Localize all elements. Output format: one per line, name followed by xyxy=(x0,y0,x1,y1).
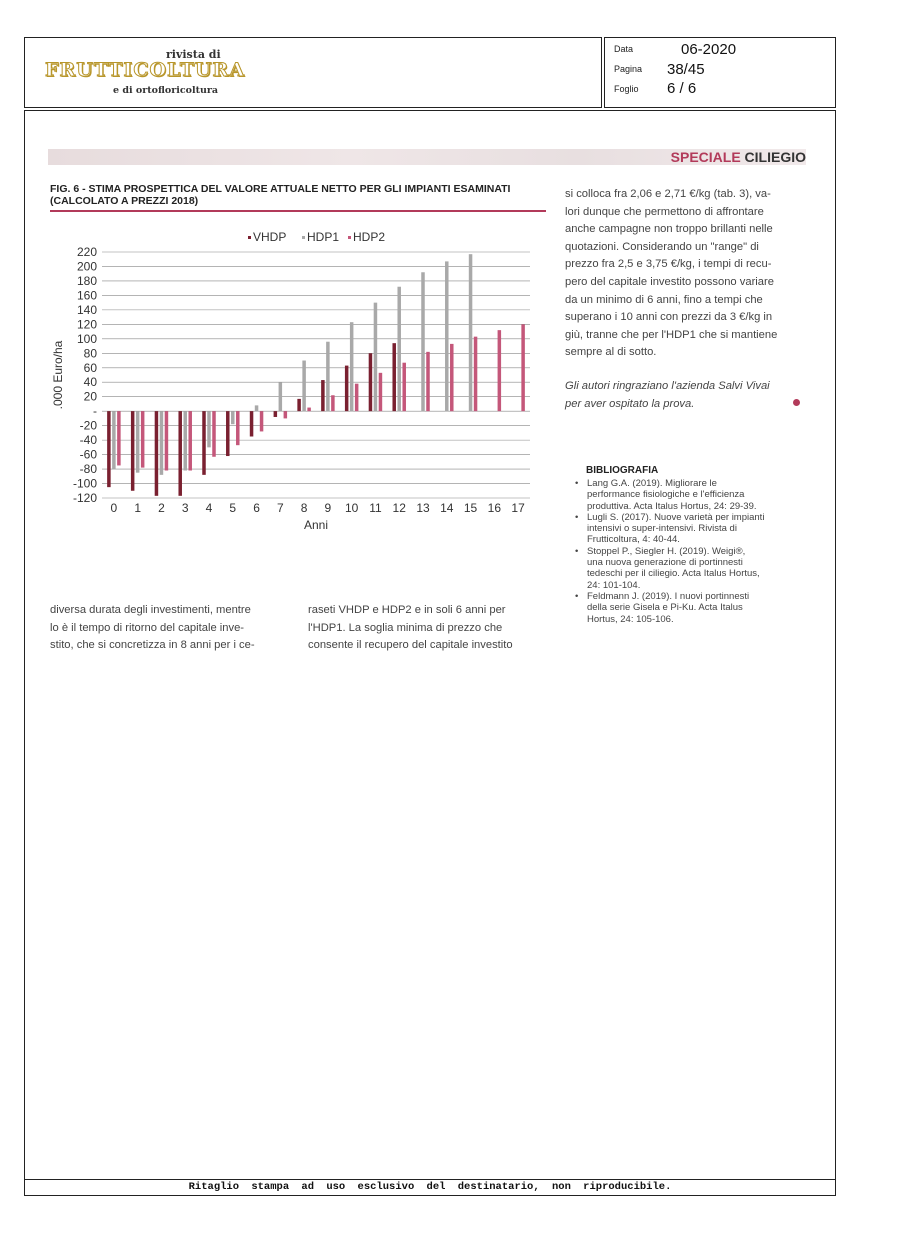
bar-hdp2 xyxy=(117,411,121,465)
bar-hdp2 xyxy=(379,373,383,411)
bar-hdp2 xyxy=(212,411,216,457)
bar-hdp1 xyxy=(255,405,258,411)
bar-hdp1 xyxy=(469,254,473,411)
date-label: Data xyxy=(614,44,634,54)
y-tick-label: 40 xyxy=(83,375,97,390)
legend-swatch xyxy=(348,236,351,239)
figure-title-line1: FIG. 6 - STIMA PROSPETTICA DEL VALORE ATTUALE NETTO PER GLI IMPIANTI ESAMINATI xyxy=(50,183,511,195)
bibliography-item xyxy=(575,478,805,512)
body-line: superano i 10 anni con prezzi da 3 €/kg in xyxy=(565,311,773,324)
x-axis-label: Anni xyxy=(303,518,329,532)
bib-line: una nuova generazione di portinnesti xyxy=(587,557,743,569)
bar-hdp1 xyxy=(397,287,401,411)
legend-label: VHDP xyxy=(253,230,287,244)
y-tick-label: 180 xyxy=(76,273,97,288)
footer-rule xyxy=(24,1179,836,1180)
body-col-mid xyxy=(308,602,546,655)
x-tick-label: 4 xyxy=(205,501,213,515)
x-tick-label: 7 xyxy=(276,501,284,515)
bar-hdp2 xyxy=(284,411,288,418)
legend-swatch xyxy=(248,236,251,239)
bar-hdp1 xyxy=(112,411,116,469)
bib-line: intensivi o super-intensivi. Rivista di xyxy=(587,523,737,535)
bar-vhdp xyxy=(107,411,111,487)
sheet-value: 6 / 6 xyxy=(667,80,697,97)
npv-bar-chart xyxy=(40,218,550,538)
bar-hdp2 xyxy=(260,411,264,431)
bib-line: • Stoppel P., Siegler H. (2019). Weigi®, xyxy=(587,545,746,557)
bib-line: • Lang G.A. (2019). Migliorare le xyxy=(587,478,717,489)
y-tick-label: -20 xyxy=(79,418,97,433)
date-value: 06-2020 xyxy=(681,41,737,58)
bib-line: 24: 101-104. xyxy=(587,579,641,591)
bar-hdp1 xyxy=(136,411,140,473)
section-title-part2: CILIEGIO xyxy=(744,149,806,165)
bar-vhdp xyxy=(178,411,182,496)
bib-line: performance fisiologiche e l'efficienza xyxy=(587,489,745,501)
x-tick-label: 11 xyxy=(369,501,382,515)
bar-hdp2 xyxy=(402,363,406,411)
sheet-label: Foglio xyxy=(614,84,639,94)
y-tick-label: -80 xyxy=(79,462,97,477)
page-value: 38/45 xyxy=(667,61,705,78)
x-tick-label: 8 xyxy=(300,501,308,515)
x-tick-label: 13 xyxy=(416,501,430,515)
end-mark-icon xyxy=(793,399,800,406)
y-tick-label: 80 xyxy=(83,346,97,361)
x-tick-label: 1 xyxy=(134,501,142,515)
x-tick-label: 15 xyxy=(463,501,478,515)
bar-vhdp xyxy=(369,353,373,411)
y-tick-label: 200 xyxy=(76,259,97,274)
section-title xyxy=(671,149,806,165)
body-line: diversa durata degli investimenti, mentre xyxy=(50,604,251,616)
footer-notice: Ritaglio stampa ad uso esclusivo del destinatario, non riproducibile. xyxy=(188,1181,672,1193)
bar-hdp1 xyxy=(302,361,306,412)
bar-vhdp xyxy=(155,411,159,496)
bar-vhdp xyxy=(274,411,278,417)
bar-hdp1 xyxy=(183,411,187,470)
x-tick-label: 16 xyxy=(487,501,502,515)
x-tick-label: 10 xyxy=(344,501,359,515)
bar-hdp2 xyxy=(450,344,454,411)
x-tick-label: 2 xyxy=(158,501,165,515)
bar-hdp2 xyxy=(141,411,145,467)
bar-vhdp xyxy=(345,366,349,412)
bar-vhdp xyxy=(202,411,206,475)
body-col-left xyxy=(50,602,288,655)
y-tick-label: - xyxy=(93,404,97,419)
x-tick-label: 3 xyxy=(181,501,189,515)
bar-hdp2 xyxy=(474,337,478,412)
bar-hdp2 xyxy=(426,352,430,411)
bar-hdp1 xyxy=(231,411,235,424)
bar-vhdp xyxy=(250,411,254,436)
body-line: giù, tranne che per l'HDP1 che si mantiene xyxy=(565,328,778,341)
x-tick-label: 12 xyxy=(392,501,406,515)
bib-line: produttiva. Acta Italus Hortus, 24: 29-39. xyxy=(587,500,757,512)
y-tick-label: -40 xyxy=(79,433,97,448)
bar-hdp2 xyxy=(307,408,311,412)
masthead-logo: FRUTTICOLTURA xyxy=(45,59,246,81)
bib-line: della serie Gisela e Pi-Ku. Acta Italus xyxy=(587,602,743,614)
bar-hdp1 xyxy=(421,272,425,411)
body-line: lori dunque che permettono di affrontare xyxy=(565,205,764,218)
y-tick-label: 20 xyxy=(83,389,97,404)
bar-hdp1 xyxy=(350,322,354,411)
y-tick-label: -60 xyxy=(79,447,97,462)
body-line: pero del capitale investito possono variare xyxy=(565,275,774,288)
bib-line: Frutticoltura, 4: 40-44. xyxy=(587,534,680,546)
body-line: sempre al di sotto. xyxy=(565,346,657,359)
bar-vhdp xyxy=(226,411,230,456)
body-line: l'HDP1. La soglia minima di prezzo che xyxy=(308,621,503,634)
bar-hdp1 xyxy=(374,303,378,412)
bar-hdp2 xyxy=(355,384,359,411)
bib-line: • Feldmann J. (2019). I nuovi portinnesti xyxy=(587,590,750,602)
bar-hdp2 xyxy=(498,330,502,411)
y-tick-label: -120 xyxy=(72,491,97,505)
body-line: anche campagne non troppo brillanti nelle xyxy=(565,223,773,236)
bibliography-heading: BIBLIOGRAFIA xyxy=(586,465,659,476)
body-line: prezzo fra 2,5 e 3,75 €/kg, i tempi di recu- xyxy=(565,258,772,271)
bar-hdp2 xyxy=(236,411,240,445)
bar-vhdp xyxy=(131,411,135,491)
bar-hdp2 xyxy=(188,411,192,470)
ack-line: per aver ospitato la prova. xyxy=(565,397,695,410)
section-title-part1: SPECIALE xyxy=(670,149,741,165)
legend-label: HDP1 xyxy=(307,230,340,244)
y-tick-label: 160 xyxy=(76,288,97,303)
bar-hdp2 xyxy=(331,395,335,411)
figure-title-line2: (CALCOLATO A PREZZI 2018) xyxy=(50,195,199,207)
bar-hdp2 xyxy=(521,324,525,411)
x-tick-label: 9 xyxy=(324,501,332,515)
bib-line: • Lugli S. (2017). Nuove varietà per impianti xyxy=(587,511,765,523)
bar-hdp1 xyxy=(207,411,211,447)
bar-hdp1 xyxy=(326,342,330,411)
body-line: lo è il tempo di ritorno del capitale inve- xyxy=(50,621,245,634)
y-tick-label: 140 xyxy=(76,302,97,317)
masthead-top: rivista di xyxy=(166,48,221,61)
bib-line: tedeschi per il ciliegio. Acta Italus Hortus, xyxy=(587,568,760,580)
bar-vhdp xyxy=(321,380,325,411)
body-line: consente il recupero del capitale investito xyxy=(308,639,513,652)
x-tick-label: 17 xyxy=(511,501,525,515)
y-tick-label: -100 xyxy=(72,476,97,491)
legend-label: HDP2 xyxy=(353,230,386,244)
figure-title xyxy=(50,183,540,207)
body-line: quotazioni. Considerando un "range" di xyxy=(565,240,759,253)
y-axis-label: .000 Euro/ha xyxy=(51,340,65,410)
figure-rule xyxy=(50,210,546,212)
bibliography-item xyxy=(575,512,805,546)
y-tick-label: 120 xyxy=(76,317,97,332)
masthead-subtitle: e di ortofloricoltura xyxy=(113,85,219,96)
body-line: raseti VHDP e HDP2 e in soli 6 anni per xyxy=(308,604,506,616)
body-line: stito, che si concretizza in 8 anni per i ce- xyxy=(50,639,255,652)
y-tick-label: 220 xyxy=(76,245,97,259)
bar-hdp2 xyxy=(165,411,169,470)
bar-vhdp xyxy=(392,343,396,411)
bar-hdp1 xyxy=(445,261,449,411)
bibliography-item xyxy=(575,546,805,591)
x-tick-label: 0 xyxy=(110,501,118,515)
x-tick-label: 6 xyxy=(253,501,260,515)
y-tick-label: 60 xyxy=(83,360,97,375)
bibliography-list xyxy=(575,478,805,625)
bar-hdp1 xyxy=(279,382,283,411)
page-label: Pagina xyxy=(614,64,643,74)
y-tick-label: 100 xyxy=(76,331,97,346)
x-tick-label: 14 xyxy=(440,501,454,515)
body-col-right xyxy=(565,186,805,362)
ack-line: Gli autori ringraziano l'azienda Salvi Vivai xyxy=(565,380,770,392)
acknowledgement xyxy=(565,378,805,413)
legend-swatch xyxy=(302,236,305,239)
x-tick-label: 5 xyxy=(229,501,237,515)
body-line: si colloca fra 2,06 e 2,71 €/kg (tab. 3), va- xyxy=(565,188,771,200)
bar-hdp1 xyxy=(160,411,164,475)
bar-vhdp xyxy=(297,399,301,411)
body-line: da un minimo di 6 anni, fino a tempi che xyxy=(565,293,763,306)
bib-line: Hortus, 24: 105-106. xyxy=(587,613,674,625)
bibliography-item xyxy=(575,591,805,625)
